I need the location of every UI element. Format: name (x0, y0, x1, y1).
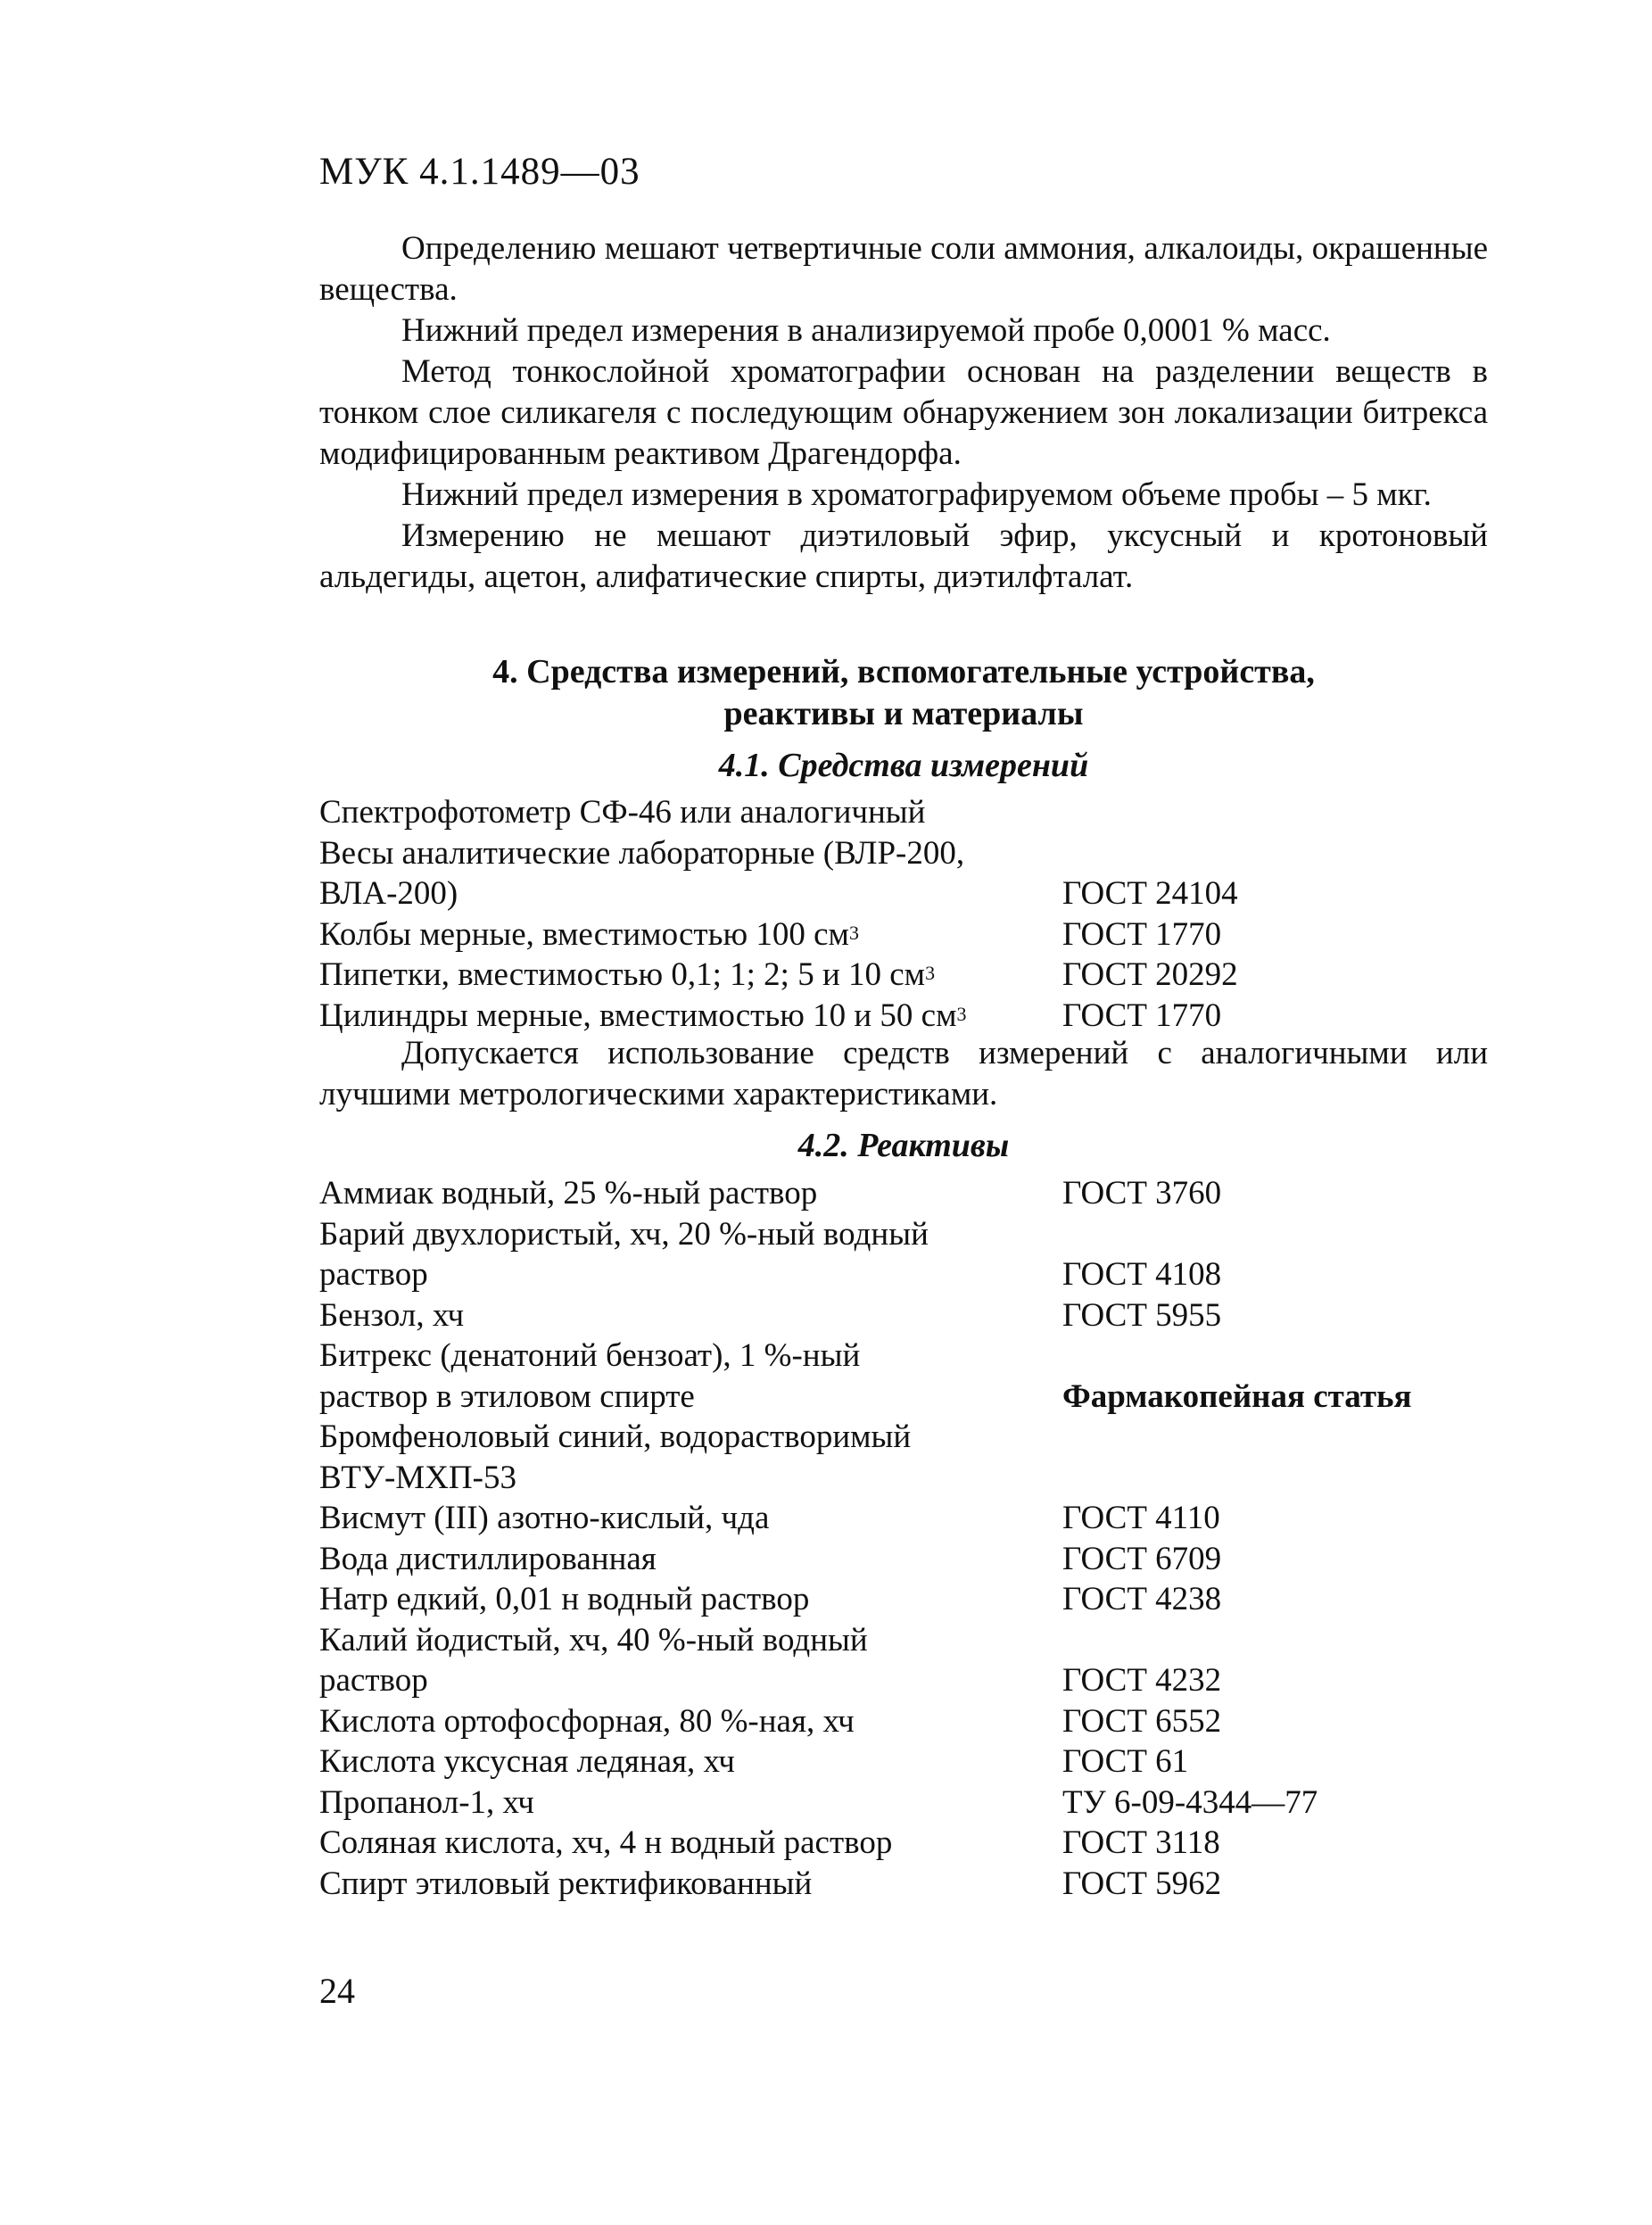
item-name (319, 955, 935, 996)
standard-ref: ГОСТ 5955 (1062, 1296, 1222, 1334)
standard-ref: Фармакопейная статья (1062, 1377, 1412, 1415)
standard-ref: ГОСТ 4238 (1062, 1581, 1222, 1617)
standard-ref: ГОСТ 6709 (1062, 1540, 1222, 1577)
item-name (319, 1377, 695, 1418)
item-name (319, 996, 967, 1037)
list-item (319, 1377, 1488, 1418)
intro-text (319, 228, 1488, 598)
list-item (319, 914, 1488, 955)
superscript: 3 (956, 1002, 967, 1025)
item-text: Пипетки, вместимостью 0,1; 1; 2; 5 и 10 см (319, 956, 926, 993)
section-title (319, 651, 1488, 735)
item-text: Битрекс (денатоний бензоат), 1 %-ный (319, 1337, 861, 1374)
item-text: Бромфеноловый синий, водорастворимый (319, 1419, 912, 1455)
list-item (319, 873, 1488, 914)
item-name (319, 1336, 860, 1377)
list-item (319, 1864, 1488, 1905)
list-item (319, 1823, 1488, 1864)
list-item (319, 955, 1488, 996)
item-text: ВТУ-МХП-53 (319, 1459, 516, 1496)
item-text: Кислота уксусная ледяная, хч (319, 1743, 735, 1780)
item-name (319, 1782, 534, 1824)
standard-ref: ГОСТ 4232 (1062, 1662, 1222, 1699)
paragraph: Метод тонкослойной хроматографии основан на разделении веществ в тонком слое силикагеля с последующим обнаружением зон локализации битрекса модифицированным реактивом Драгендорфа. (319, 353, 1488, 472)
list-item (319, 1620, 1488, 1661)
superscript: 3 (848, 921, 859, 944)
item-name (319, 873, 458, 914)
standard-ref: ГОСТ 4108 (1062, 1256, 1222, 1293)
standard-ref: ГОСТ 24104 (1062, 875, 1238, 912)
list-item (319, 1295, 1488, 1336)
list-item (319, 1254, 1488, 1295)
standard-ref: ГОСТ 1770 (1062, 997, 1222, 1034)
item-name (319, 1620, 868, 1661)
reagents-list (319, 1173, 1488, 1904)
list-item (319, 996, 1488, 1037)
item-text: Пропанол-1, хч (319, 1783, 534, 1821)
item-name (319, 1701, 855, 1742)
item-name (319, 1660, 428, 1701)
item-text: Бензол, хч (319, 1296, 465, 1334)
standard-ref: ГОСТ 1770 (1062, 915, 1222, 953)
list-item (319, 1579, 1488, 1620)
item-text: Спирт этиловый ректификованный (319, 1865, 813, 1902)
list-item (319, 833, 1488, 874)
list-item (319, 1741, 1488, 1782)
item-text: Спектрофотометр СФ-46 или аналогичный (319, 794, 926, 831)
item-text: Натр едкий, 0,01 н водный раствор (319, 1581, 810, 1617)
item-name (319, 1295, 464, 1336)
list-item (319, 792, 1488, 833)
list-item (319, 1782, 1488, 1824)
standard-ref: ГОСТ 5962 (1062, 1865, 1222, 1902)
item-name (319, 1823, 892, 1864)
subsection-title-reagents: 4.2. Реактивы (797, 1127, 1010, 1164)
list-item (319, 1458, 1488, 1499)
section-title-line1: 4. Средства измерений, вспомогательные устройства, (492, 653, 1315, 691)
item-text: раствор (319, 1256, 428, 1293)
item-name (319, 792, 925, 833)
item-text: раствор (319, 1662, 428, 1699)
list-item (319, 1336, 1488, 1377)
paragraph: Нижний предел измерения в хроматографируемом объеме пробы – 5 мкг. (401, 476, 1432, 513)
list-item (319, 1214, 1488, 1255)
list-item (319, 1539, 1488, 1580)
item-text: Цилиндры мерные, вместимостью 10 и 50 см (319, 997, 957, 1034)
superscript: 3 (925, 962, 936, 984)
standard-ref: ТУ 6-09-4344—77 (1062, 1783, 1318, 1821)
item-name (319, 1864, 812, 1905)
page-number: 24 (319, 1971, 355, 2011)
list-item (319, 1498, 1488, 1539)
item-text: Колбы мерные, вместимостью 100 см (319, 915, 849, 953)
list-item (319, 1660, 1488, 1701)
item-text: Кислота ортофосфорная, 80 %-ная, хч (319, 1702, 855, 1740)
item-text: Аммиак водный, 25 %-ный раствор (319, 1175, 818, 1212)
item-text: Калий йодистый, хч, 40 %-ный водный (319, 1621, 868, 1658)
item-name (319, 1214, 929, 1255)
item-name (319, 833, 964, 874)
item-text: раствор в этиловом спирте (319, 1377, 695, 1415)
standard-ref: ГОСТ 3760 (1062, 1175, 1222, 1212)
item-text: Соляная кислота, хч, 4 н водный раствор (319, 1824, 893, 1861)
item-text: ВЛА-200) (319, 875, 458, 912)
standard-ref: ГОСТ 4110 (1062, 1500, 1220, 1536)
document-header: МУК 4.1.1489—03 (319, 151, 640, 193)
instruments-list (319, 792, 1488, 1036)
standard-ref: ГОСТ 61 (1062, 1743, 1189, 1780)
subsection-title-instruments: 4.1. Средства измерений (718, 747, 1089, 784)
paragraph: Определению мешают четвертичные соли аммония, алкалоиды, окрашенные вещества. (319, 230, 1488, 308)
item-text: Висмут (III) азотно-кислый, чда (319, 1500, 770, 1536)
item-name (319, 1539, 657, 1580)
item-name (319, 1254, 428, 1295)
list-item (319, 1173, 1488, 1214)
paragraph: Нижний предел измерения в анализируемой пробе 0,0001 % масс. (401, 312, 1331, 349)
section-title-line2: реактивы и материалы (723, 695, 1084, 732)
instruments-note: Допускается использование средств измерений с аналогичными или лучшими метрологическими характеристиками. (319, 1035, 1488, 1112)
item-name (319, 1458, 516, 1499)
item-text: Барий двухлористый, хч, 20 %-ный водный (319, 1215, 929, 1253)
list-item (319, 1701, 1488, 1742)
item-name (319, 1173, 817, 1214)
item-name (319, 1498, 769, 1539)
paragraph: Измерению не мешают диэтиловый эфир, уксусный и кротоновый альдегиды, ацетон, алифатические спирты, диэтилфталат. (319, 517, 1488, 595)
item-name (319, 1579, 809, 1620)
standard-ref: ГОСТ 3118 (1062, 1824, 1220, 1861)
item-name (319, 1417, 911, 1458)
standard-ref: ГОСТ 6552 (1062, 1702, 1222, 1740)
standard-ref: ГОСТ 20292 (1062, 956, 1238, 993)
item-text: Весы аналитические лабораторные (ВЛР-200, (319, 834, 965, 872)
item-name (319, 1741, 735, 1782)
list-item (319, 1417, 1488, 1458)
item-text: Вода дистиллированная (319, 1540, 657, 1577)
item-name (319, 914, 859, 955)
